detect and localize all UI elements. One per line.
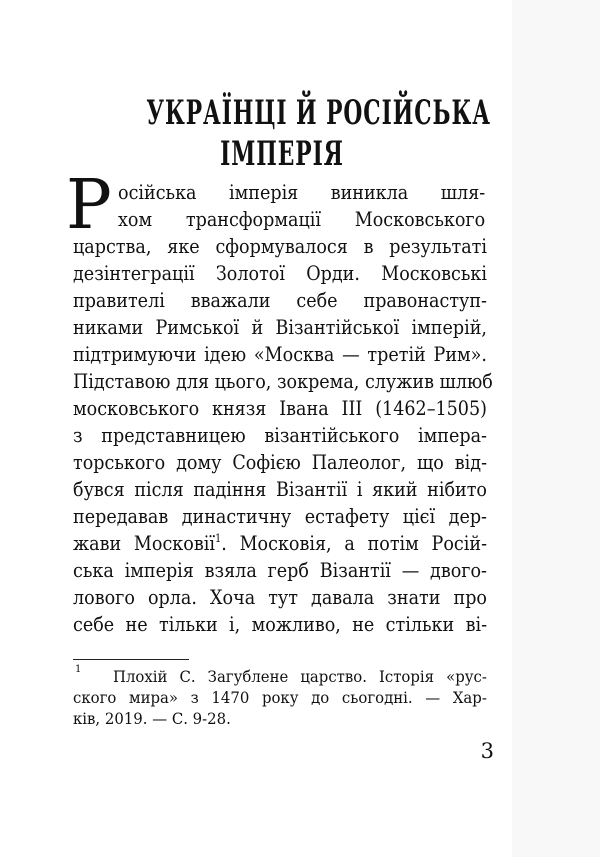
body-line-17: себе не тільки і, можливо, не стільки ві- [73,613,487,636]
footnote-line-3: ків, 2019. — С. 9-28. [73,709,231,728]
body-line-10: з представницею візантійського імпера- [73,424,487,447]
body-line-14-start: жави Московії [73,532,215,555]
body-line-4: дезінтеграції Золотої Орди. Московські [73,262,487,285]
body-line-14 [73,530,487,557]
body-line-3: царства, яке сформувалося в результаті [73,235,487,258]
body-line-12: бувся після падіння Візантії і який нібито [73,478,487,501]
drop-cap: Р [66,166,112,245]
page-number: 3 [480,739,494,763]
body-line-1: осійська імперія виникла шля- [118,181,486,204]
footnote-mark: 1 [75,664,82,675]
body-line-9: московського князя Івана ІІІ (1462–1505) [73,397,487,420]
footnote-reference[interactable]: 1 [214,532,222,545]
footnote-separator [73,659,189,660]
body-line-6: никами Римської й Візантійської імперій, [73,316,487,339]
body-line-5: правителі вважали себе правонаступ- [73,289,487,312]
body-line-8: Підставою для цього, зокрема, служив шлюб [73,370,493,393]
body-line-16: лового орла. Хоча тут давала знати про [73,586,487,609]
body-line-14-end: . Московія, а потім Росій- [221,532,488,555]
footnote-line-2: ского мира» з 1470 року до сьогодні. — Хар- [73,688,487,707]
body-line-13: передавав династичну естафету цієї дер- [73,505,487,528]
body-line-15: ська імперія взяла герб Візантії — двого- [73,559,487,582]
chapter-title-line-1: УКРАЇНЦІ Й РОСІЙСЬКА [146,93,491,133]
body-line-11: торського дому Софією Палеолог, що від- [73,451,487,474]
page-edge-shade [512,0,600,857]
body-line-2: хом трансформації Московського [118,208,486,231]
body-line-7: підтримуючи ідею «Москва — третій Рим». [73,343,487,366]
footnote-line-1: Плохій С. Загублене царство. Історія «рус- [113,667,487,686]
chapter-title-line-2: ІМПЕРІЯ [220,134,344,174]
